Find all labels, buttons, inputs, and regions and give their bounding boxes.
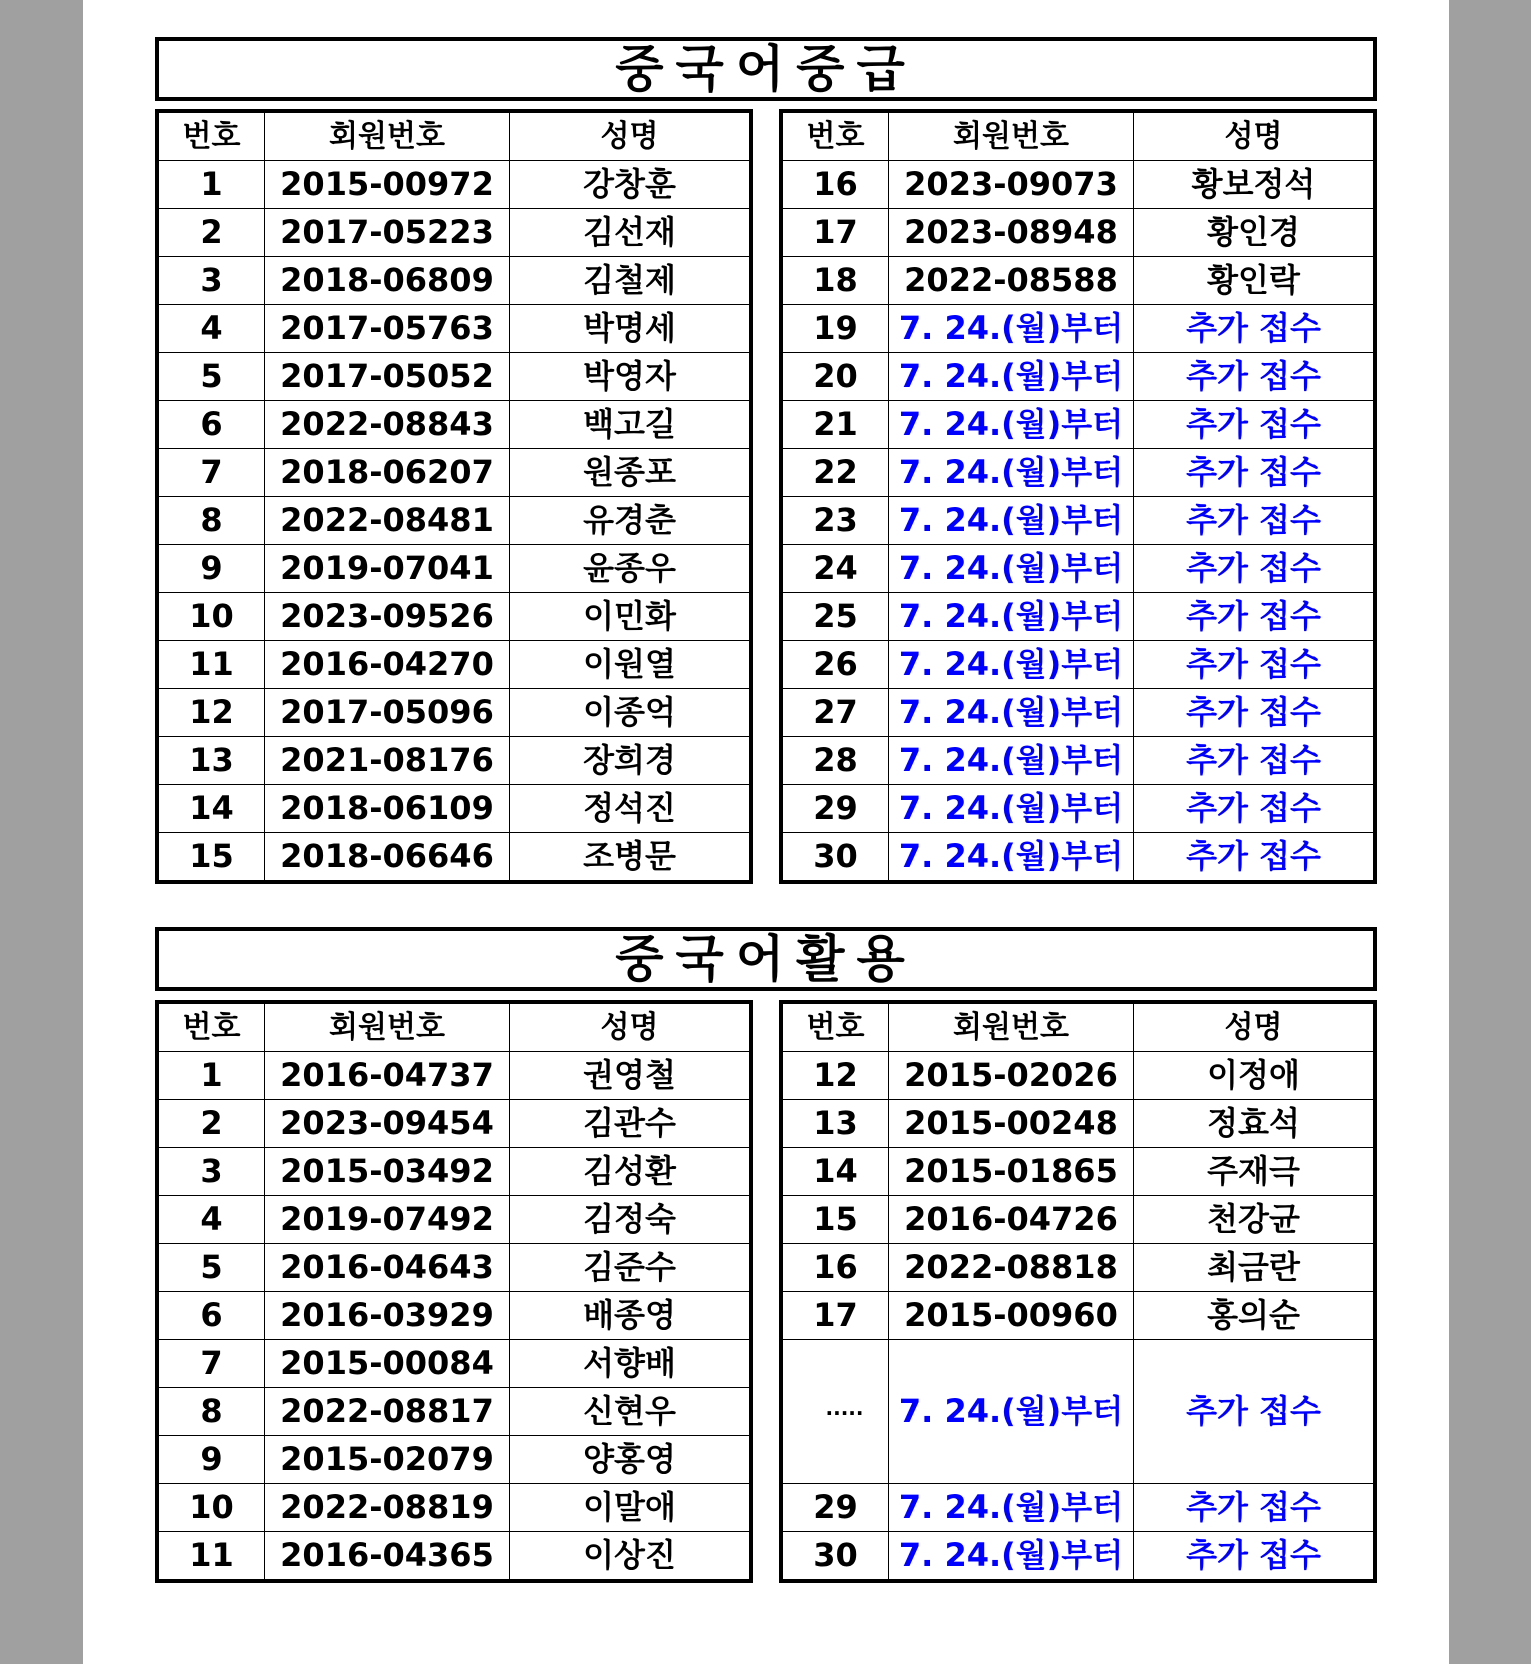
cell-name: 추가 접수 [1134,737,1376,785]
table-row [781,449,1375,497]
table-row [157,1148,751,1196]
cell-name: 추가 접수 [1134,1484,1376,1532]
cell-no: 1 [157,161,265,209]
cell-no: 30 [781,833,889,883]
col-header-member-id: 회원번호 [889,111,1134,161]
cell-name: 추가 접수 [1134,1340,1376,1484]
cell-name: 장희경 [510,737,752,785]
table-row [157,689,751,737]
cell-no: 16 [781,1244,889,1292]
cell-member-id: 2017-05052 [265,353,510,401]
cell-no: 3 [157,257,265,305]
cell-name: 홍의순 [1134,1292,1376,1340]
cell-no: 22 [781,449,889,497]
cell-name: 이민화 [510,593,752,641]
cell-no: 11 [157,1532,265,1582]
cell-member-id: 2017-05223 [265,209,510,257]
table-row [781,1148,1375,1196]
cell-no-ellipsis [781,1340,889,1484]
table-row [157,305,751,353]
cell-member-id: 2015-00084 [265,1340,510,1388]
cell-member-id: 7. 24.(월)부터 [889,305,1134,353]
table-row [781,1244,1375,1292]
table-row [157,1196,751,1244]
cell-no: 19 [781,305,889,353]
cell-name: 추가 접수 [1134,785,1376,833]
cell-member-id: 2023-09454 [265,1100,510,1148]
cell-member-id: 7. 24.(월)부터 [889,449,1134,497]
table-row [781,545,1375,593]
cell-name: 원종포 [510,449,752,497]
cell-name: 이상진 [510,1532,752,1582]
table-row [157,353,751,401]
cell-name: 서향배 [510,1340,752,1388]
table-header-row [157,1002,751,1052]
table-row [781,1484,1375,1532]
table-row [781,209,1375,257]
table-row [781,1532,1375,1582]
cell-member-id: 2021-08176 [265,737,510,785]
cell-member-id: 2015-00960 [889,1292,1134,1340]
table-row [781,689,1375,737]
cell-member-id: 7. 24.(월)부터 [889,545,1134,593]
cell-member-id: 2022-08817 [265,1388,510,1436]
cell-name: 이종억 [510,689,752,737]
cell-name: 추가 접수 [1134,353,1376,401]
cell-no: 3 [157,1148,265,1196]
cell-name: 정효석 [1134,1100,1376,1148]
cell-no: 17 [781,209,889,257]
cell-name: 김선재 [510,209,752,257]
cell-no: 9 [157,545,265,593]
cell-no: 26 [781,641,889,689]
cell-name: 박영자 [510,353,752,401]
cell-no: 29 [781,1484,889,1532]
cell-name: 양홍영 [510,1436,752,1484]
cell-name: 조병문 [510,833,752,883]
cell-member-id: 7. 24.(월)부터 [889,833,1134,883]
table-row [781,641,1375,689]
col-header-name: 성명 [510,1002,752,1052]
cell-member-id: 2023-09073 [889,161,1134,209]
table-row [781,353,1375,401]
cell-name: 유경춘 [510,497,752,545]
cell-name: 강창훈 [510,161,752,209]
cell-member-id: 2023-08948 [889,209,1134,257]
cell-no: 7 [157,1340,265,1388]
cell-no: 18 [781,257,889,305]
table-row [157,1388,751,1436]
table-row [781,257,1375,305]
col-header-name: 성명 [510,111,752,161]
cell-member-id: 2016-04737 [265,1052,510,1100]
cell-member-id: 7. 24.(월)부터 [889,785,1134,833]
cell-name: 배종영 [510,1292,752,1340]
cell-member-id: 2018-06809 [265,257,510,305]
cell-member-id: 2017-05096 [265,689,510,737]
cell-name: 신현우 [510,1388,752,1436]
cell-no: 27 [781,689,889,737]
col-header-no: 번호 [157,1002,265,1052]
cell-no: 21 [781,401,889,449]
cell-member-id: 2016-04726 [889,1196,1134,1244]
col-header-member-id: 회원번호 [265,1002,510,1052]
table-header-row [157,111,751,161]
cell-member-id: 2022-08819 [265,1484,510,1532]
cell-member-id: 7. 24.(월)부터 [889,497,1134,545]
cell-name: 추가 접수 [1134,689,1376,737]
table-row [781,1100,1375,1148]
cell-name: 황보정석 [1134,161,1376,209]
cell-member-id: 2017-05763 [265,305,510,353]
cell-name: 김성환 [510,1148,752,1196]
cell-no: 10 [157,593,265,641]
table-row [781,1196,1375,1244]
cell-no: 15 [781,1196,889,1244]
cell-no: 13 [157,737,265,785]
cell-member-id: 2015-02079 [265,1436,510,1484]
section-chinese-intermediate [155,37,1377,875]
table-row [157,1052,751,1100]
col-header-name: 성명 [1134,1002,1376,1052]
cell-no: 25 [781,593,889,641]
cell-no: 12 [157,689,265,737]
cell-no: 5 [157,353,265,401]
roster-table-left [155,109,753,884]
cell-member-id: 2016-04643 [265,1244,510,1292]
cell-no: 10 [157,1484,265,1532]
cell-member-id: 2016-03929 [265,1292,510,1340]
table-row [157,737,751,785]
cell-member-id: 7. 24.(월)부터 [889,1532,1134,1582]
cell-member-id: 2016-04365 [265,1532,510,1582]
cell-name: 김준수 [510,1244,752,1292]
cell-no: 24 [781,545,889,593]
table-row [157,1292,751,1340]
vertical-ellipsis: ····· [825,1401,864,1425]
cell-no: 15 [157,833,265,883]
roster-table-right [779,1000,1377,1583]
cell-no: 14 [157,785,265,833]
cell-name: 추가 접수 [1134,545,1376,593]
cell-member-id: 7. 24.(월)부터 [889,401,1134,449]
cell-no: 8 [157,497,265,545]
table-row [157,497,751,545]
cell-no: 5 [157,1244,265,1292]
cell-member-id: 2022-08843 [265,401,510,449]
cell-no: 2 [157,1100,265,1148]
cell-member-id: 2023-09526 [265,593,510,641]
cell-no: 4 [157,1196,265,1244]
col-header-name: 성명 [1134,111,1376,161]
col-header-member-id: 회원번호 [265,111,510,161]
cell-name: 정석진 [510,785,752,833]
cell-member-id: 2022-08588 [889,257,1134,305]
cell-no: 28 [781,737,889,785]
table-row [157,1484,751,1532]
cell-member-id: 7. 24.(월)부터 [889,641,1134,689]
table-row [781,305,1375,353]
cell-member-id: 7. 24.(월)부터 [889,737,1134,785]
cell-no: 20 [781,353,889,401]
cell-no: 2 [157,209,265,257]
table-row [157,593,751,641]
cell-name: 추가 접수 [1134,1532,1376,1582]
table-row [157,1532,751,1582]
cell-member-id: 2019-07041 [265,545,510,593]
cell-name: 추가 접수 [1134,305,1376,353]
cell-name: 황인경 [1134,209,1376,257]
cell-name: 권영철 [510,1052,752,1100]
cell-no: 16 [781,161,889,209]
cell-no: 13 [781,1100,889,1148]
cell-name: 김정숙 [510,1196,752,1244]
cell-member-id: 2022-08481 [265,497,510,545]
cell-no: 17 [781,1292,889,1340]
cell-member-id: 2015-00972 [265,161,510,209]
cell-name: 주재극 [1134,1148,1376,1196]
cell-member-id: 2015-03492 [265,1148,510,1196]
cell-member-id: 7. 24.(월)부터 [889,1340,1134,1484]
table-row [157,161,751,209]
table-header-row [781,1002,1375,1052]
cell-name: 이정애 [1134,1052,1376,1100]
cell-name: 백고길 [510,401,752,449]
table-row [781,497,1375,545]
table-row [781,1292,1375,1340]
cell-no: 14 [781,1148,889,1196]
table-row [157,641,751,689]
table-row [157,401,751,449]
cell-no: 6 [157,401,265,449]
cell-member-id: 2018-06207 [265,449,510,497]
col-header-no: 번호 [157,111,265,161]
cell-no: 1 [157,1052,265,1100]
table-row [157,257,751,305]
col-header-no: 번호 [781,1002,889,1052]
table-row [157,449,751,497]
cell-member-id: 2019-07492 [265,1196,510,1244]
cell-name: 추가 접수 [1134,833,1376,883]
roster-table-right [779,109,1377,884]
table-row [157,785,751,833]
document-page [83,0,1449,1664]
cell-name: 이말애 [510,1484,752,1532]
cell-name: 황인락 [1134,257,1376,305]
table-row [781,785,1375,833]
cell-no: 7 [157,449,265,497]
cell-no: 9 [157,1436,265,1484]
cell-no: 29 [781,785,889,833]
cell-member-id: 2022-08818 [889,1244,1134,1292]
table-row [157,545,751,593]
cell-member-id: 2016-04270 [265,641,510,689]
table-row-merged [781,1340,1375,1484]
cell-no: 12 [781,1052,889,1100]
section-chinese-practical [155,927,1377,1574]
col-header-no: 번호 [781,111,889,161]
table-row [157,1244,751,1292]
table-row [781,401,1375,449]
table-row [157,209,751,257]
cell-name: 추가 접수 [1134,449,1376,497]
table-row [157,833,751,883]
cell-name: 최금란 [1134,1244,1376,1292]
table-row [157,1340,751,1388]
cell-name: 김관수 [510,1100,752,1148]
cell-no: 30 [781,1532,889,1582]
table-row [781,833,1375,883]
col-header-member-id: 회원번호 [889,1002,1134,1052]
table-row [781,1052,1375,1100]
cell-member-id: 7. 24.(월)부터 [889,353,1134,401]
cell-no: 11 [157,641,265,689]
cell-member-id: 2018-06109 [265,785,510,833]
cell-name: 추가 접수 [1134,593,1376,641]
section-title: 중국어중급 [155,37,1377,101]
cell-name: 윤종우 [510,545,752,593]
cell-name: 천강균 [1134,1196,1376,1244]
cell-name: 추가 접수 [1134,497,1376,545]
cell-no: 8 [157,1388,265,1436]
cell-no: 6 [157,1292,265,1340]
cell-name: 추가 접수 [1134,641,1376,689]
table-row [781,161,1375,209]
cell-name: 김철제 [510,257,752,305]
table-row [157,1100,751,1148]
table-row [157,1436,751,1484]
cell-name: 박명세 [510,305,752,353]
cell-member-id: 2015-00248 [889,1100,1134,1148]
cell-member-id: 7. 24.(월)부터 [889,593,1134,641]
cell-member-id: 2015-01865 [889,1148,1134,1196]
cell-member-id: 7. 24.(월)부터 [889,1484,1134,1532]
cell-name: 추가 접수 [1134,401,1376,449]
table-row [781,737,1375,785]
table-header-row [781,111,1375,161]
cell-member-id: 7. 24.(월)부터 [889,689,1134,737]
section-title: 중국어활용 [155,927,1377,991]
cell-member-id: 2015-02026 [889,1052,1134,1100]
cell-no: 23 [781,497,889,545]
cell-name: 이원열 [510,641,752,689]
cell-no: 4 [157,305,265,353]
roster-table-left [155,1000,753,1583]
cell-member-id: 2018-06646 [265,833,510,883]
table-row [781,593,1375,641]
